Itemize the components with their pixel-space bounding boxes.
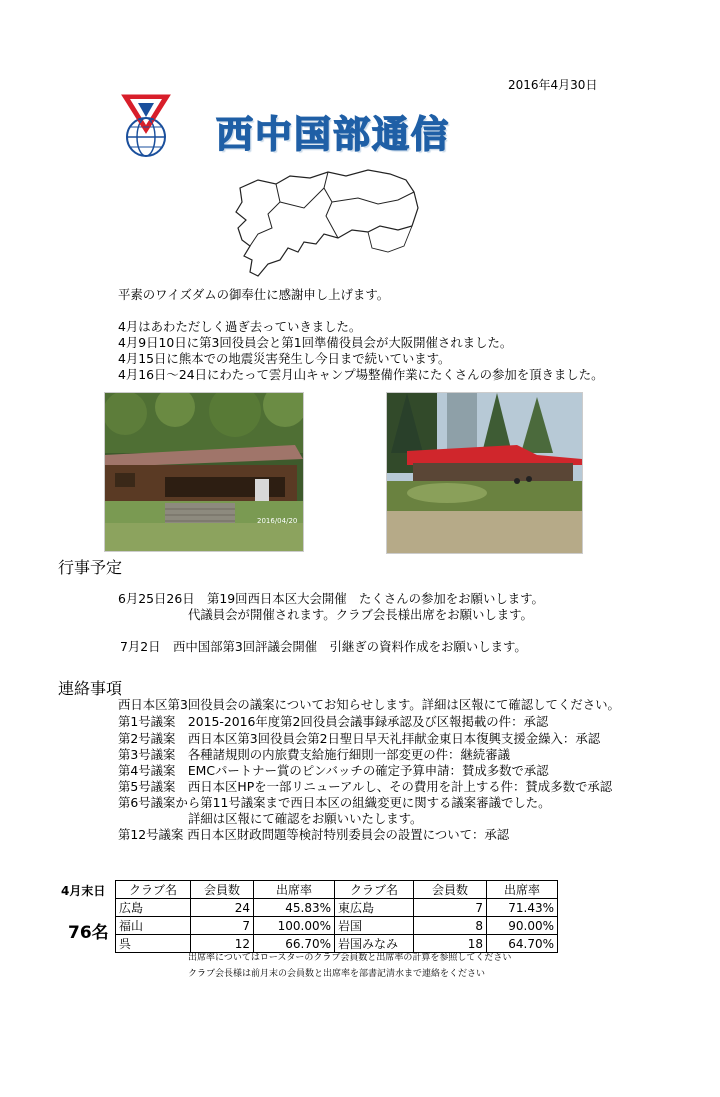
attendance-rate-cell: 100.00% — [254, 917, 335, 935]
notices-heading: 連絡事項 — [58, 679, 123, 698]
column-header: 会員数 — [191, 881, 254, 899]
notice-line: 詳細は区報にて確認をお願いいたします。 — [188, 811, 423, 826]
intro-line: 4月16日～24日にわたって雲月山キャンプ場整備作業にたくさんの参加を頂きました。 — [118, 367, 604, 382]
events-heading: 行事予定 — [58, 558, 123, 577]
column-header: 出席率 — [487, 881, 558, 899]
notice-line: 第12号議案 西日本区財政問題等検討特別委員会の設置について：承認 — [118, 827, 510, 842]
column-header: クラブ名 — [335, 881, 414, 899]
member-count-cell: 8 — [414, 917, 487, 935]
notice-line: 第4号議案 EMCパートナー賞のピンバッチの確定予算申請：賛成多数で承認 — [118, 763, 549, 778]
club-name-cell: 呉 — [116, 935, 191, 953]
document-date: 2016年4月30日 — [508, 78, 598, 92]
photo-date-stamp: 2016/04/20 — [257, 517, 298, 525]
notice-line: 第1号議案 2015-2016年度第2回役員会議事録承認及び区報掲載の件：承認 — [118, 714, 549, 729]
event-line: 代議員会が開催されます。クラブ会長様出席をお願いします。 — [188, 607, 533, 622]
member-count-cell: 18 — [414, 935, 487, 953]
event-line: 7月2日 西中国部第3回評議会開催 引継ぎの資料作成をお願いします。 — [120, 639, 527, 654]
table-note: 出席率についてはロースターのクラブ会員数と出席率の計算を参照してください — [188, 953, 512, 963]
club-name-cell: 岩国 — [335, 917, 414, 935]
column-header: クラブ名 — [116, 881, 191, 899]
attendance-rate-cell: 71.43% — [487, 899, 558, 917]
club-name-cell: 広島 — [116, 899, 191, 917]
attendance-rate-cell: 90.00% — [487, 917, 558, 935]
camp-lodge-photo — [104, 392, 304, 552]
member-count-cell: 7 — [414, 899, 487, 917]
event-line: 6月25日26日 第19回西日本区大会開催 たくさんの参加をお願いします。 — [118, 591, 544, 606]
total-members-label: 76名 — [68, 923, 109, 943]
attendance-rate-cell: 64.70% — [487, 935, 558, 953]
table-row — [116, 917, 558, 935]
notice-line: 第3号議案 各種諸規則の内旅費支給施行細則一部変更の件：継続審議 — [118, 747, 510, 762]
intro-line: 4月15日に熊本での地震災害発生し今日まで続いています。 — [118, 351, 451, 366]
ys-mens-logo — [118, 93, 174, 159]
camp-red-roof-photo — [386, 392, 583, 554]
intro-line: 4月9日10日に第3回役員会と第1回準備役員会が大阪開催されました。 — [118, 335, 513, 350]
western-chugoku-map — [228, 168, 424, 280]
column-header: 出席率 — [254, 881, 335, 899]
member-count-cell: 7 — [191, 917, 254, 935]
newsletter-title: 西中国部通信 — [216, 113, 450, 156]
intro-line: 4月はあわただしく過ぎ去っていきました。 — [118, 319, 362, 334]
table-note: クラブ会長様は前月末の会員数と出席率を部書記清水まで連絡をください — [188, 969, 486, 979]
attendance-rate-cell: 66.70% — [254, 935, 335, 953]
notice-line: 第5号議案 西日本区HPを一部リニューアルし、その費用を計上する件：賛成多数で承認 — [118, 779, 613, 794]
notice-line: 第6号議案から第11号議案まで西日本区の組織変更に関する議案審議でした。 — [118, 795, 551, 810]
table-header-row — [116, 881, 558, 899]
column-header: 会員数 — [414, 881, 487, 899]
notice-line: 西日本区第3回役員会の議案についてお知らせします。詳細は区報にて確認してください。 — [118, 697, 620, 712]
club-name-cell: 岩国みなみ — [335, 935, 414, 953]
greeting-line: 平素のワイズダムの御奉仕に感謝申し上げます。 — [118, 287, 390, 302]
attendance-rate-cell: 45.83% — [254, 899, 335, 917]
member-count-cell: 12 — [191, 935, 254, 953]
notice-line: 第2号議案 西日本区第3回役員会第2日聖日早天礼拝献金東日本復興支援金繰入：承認 — [118, 731, 601, 746]
club-name-cell: 福山 — [116, 917, 191, 935]
club-stats-table — [115, 880, 558, 953]
club-name-cell: 東広島 — [335, 899, 414, 917]
table-row — [116, 899, 558, 917]
member-count-cell: 24 — [191, 899, 254, 917]
month-label: 4月末日 — [61, 884, 106, 898]
